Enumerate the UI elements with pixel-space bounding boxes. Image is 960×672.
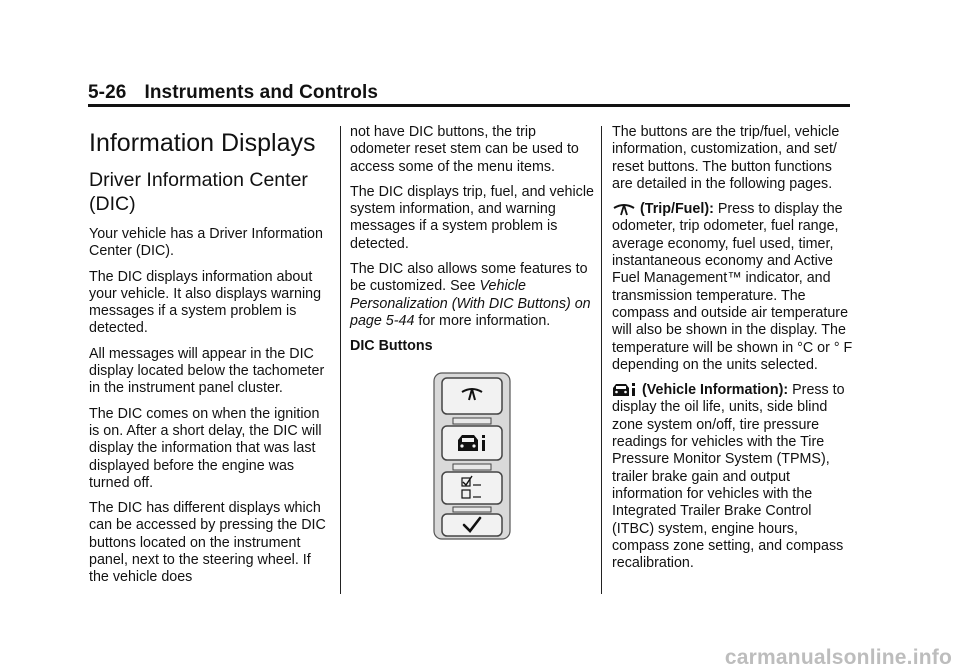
column-divider-1 [340,126,341,594]
cross-reference-link[interactable]: Vehicle Personalization (With DIC Buttons) on page 5-44 [350,278,591,329]
dic-buttons-heading: DIC Buttons [350,338,433,355]
trip-fuel-label: (Trip/Fuel): [640,201,714,218]
page-number: 5-26 [88,82,127,103]
paragraph: The DIC comes on when the ignition is on. After a short delay, the DIC will display the information that was last displayed before the engine was turned off. [89,405,322,491]
paragraph: The DIC has different displays which can be accessed by pressing the DIC buttons located on the instrument panel, next to the steering wheel. If the vehicle does [89,500,326,586]
vehicle-information-icon [612,382,638,397]
paragraph: The DIC displays trip, fuel, and vehicle system information, and warning messages if a system problem is detected. [350,183,594,252]
column-1 [89,124,333,595]
paragraph: not have DIC buttons, the trip odometer reset stem can be used to access some of the menu items. [350,124,579,175]
set-reset-button[interactable] [442,514,502,536]
page-title: Information Displays [89,129,316,157]
section-subtitle: Driver Information Center (DIC) [89,169,308,215]
page-header [88,82,378,104]
vehicle-information-button[interactable] [442,426,502,460]
paragraph: Your vehicle has a Driver Information Center (DIC). [89,226,323,260]
header-rule [88,104,850,107]
trip-fuel-button[interactable] [442,378,502,414]
paragraph: The buttons are the trip/fuel, vehicle information, customization, and set/ reset buttons. The button functions are detailed in the following pages. [612,124,840,192]
paragraph: All messages will appear in the DIC display located below the tachometer in the instrument panel cluster. [89,345,325,397]
trip-fuel-icon [612,202,636,216]
customization-button[interactable] [442,472,502,504]
column-2 [350,124,594,364]
paragraph: The DIC also allows some features to be customized. See Vehicle Personalization (With DIC Buttons) on page 5-44 for more information. [350,261,591,329]
watermark: carmanualsonline.info [724,646,952,669]
paragraph: The DIC displays information about your vehicle. It also displays warning messages if a system problem is detected. [89,268,322,337]
vehicle-information-description: (Vehicle Information): Press to display the oil life, units, side blind zone system on/off, tire pressure readings for vehicles with the Tire Pressure Monitor System (TPMS), trailer brake gain and output information for vehicles with the Integrated Trailer Brake Control (ITBC) system, engine hours, compass zone setting, and compass recalibration. [612,382,845,572]
vehicle-information-label: (Vehicle Information): [642,382,789,399]
dic-button-panel [433,372,511,540]
column-divider-2 [601,126,602,594]
column-3 [612,124,856,580]
trip-fuel-description: (Trip/Fuel): Press to display the odometer, trip odometer, fuel range, average economy, fuel used, timer, instantaneous economy and Active Fuel Management™ indicator, and transmission temperature. The compass and outside air temperature will also be shown in the display. The temperature will be shown in °C or ° F depending on the units selected. [612,201,853,373]
section-title: Instruments and Controls [144,82,379,103]
